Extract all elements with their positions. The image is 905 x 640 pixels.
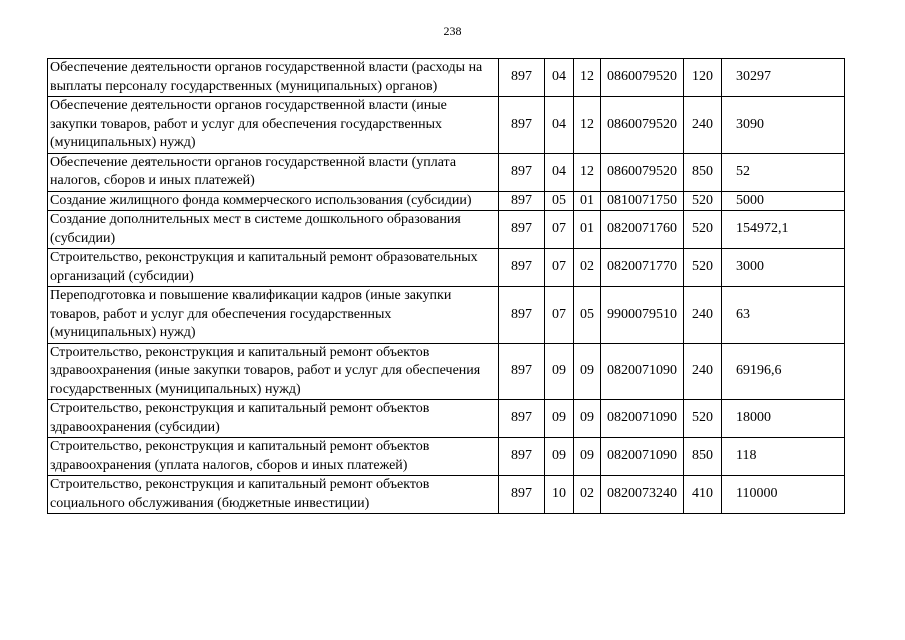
grbs-code-cell: 897 (499, 287, 545, 344)
expense-type-cell: 850 (684, 438, 722, 476)
section-code-cell: 09 (545, 400, 574, 438)
expense-type-cell: 240 (684, 287, 722, 344)
target-article-cell: 0820071090 (601, 343, 684, 400)
grbs-code-cell: 897 (499, 249, 545, 287)
section-code-cell: 04 (545, 97, 574, 154)
subsection-code-cell: 12 (574, 59, 601, 97)
row-name-cell: Строительство, реконструкция и капитальный ремонт объектов здравоохранения (субсидии) (48, 400, 499, 438)
grbs-code-cell: 897 (499, 59, 545, 97)
grbs-code-cell: 897 (499, 153, 545, 191)
row-name-cell: Строительство, реконструкция и капитальный ремонт объектов социального обслуживания (бюджетные инвестиции) (48, 476, 499, 514)
subsection-code-cell: 01 (574, 191, 601, 211)
target-article-cell: 0860079520 (601, 97, 684, 154)
row-name-cell: Создание дополнительных мест в системе дошкольного образования (субсидии) (48, 211, 499, 249)
target-article-cell: 9900079510 (601, 287, 684, 344)
expense-type-cell: 520 (684, 400, 722, 438)
grbs-code-cell: 897 (499, 191, 545, 211)
expense-type-cell: 120 (684, 59, 722, 97)
budget-table (47, 58, 845, 514)
budget-table-body (48, 59, 845, 514)
table-row (48, 59, 845, 97)
row-name-cell: Обеспечение деятельности органов государственной власти (уплата налогов, сборов и иных платежей) (48, 153, 499, 191)
row-name-cell: Обеспечение деятельности органов государственной власти (иные закупки товаров, работ и услуг для обеспечения государственных (муниципальных) нужд) (48, 97, 499, 154)
section-code-cell: 09 (545, 343, 574, 400)
table-row (48, 343, 845, 400)
subsection-code-cell: 09 (574, 438, 601, 476)
target-article-cell: 0810071750 (601, 191, 684, 211)
amount-cell: 69196,6 (722, 343, 845, 400)
expense-type-cell: 520 (684, 211, 722, 249)
table-row (48, 153, 845, 191)
target-article-cell: 0820073240 (601, 476, 684, 514)
section-code-cell: 04 (545, 59, 574, 97)
row-name-cell: Переподготовка и повышение квалификации кадров (иные закупки товаров, работ и услуг для обеспечения государственных (муниципальных) нужд) (48, 287, 499, 344)
subsection-code-cell: 09 (574, 400, 601, 438)
amount-cell: 63 (722, 287, 845, 344)
table-row (48, 287, 845, 344)
row-name-cell: Создание жилищного фонда коммерческого использования (субсидии) (48, 191, 499, 211)
page-number: 238 (443, 24, 462, 38)
expense-type-cell: 410 (684, 476, 722, 514)
row-name-cell: Строительство, реконструкция и капитальный ремонт объектов здравоохранения (уплата налогов, сборов и иных платежей) (48, 438, 499, 476)
grbs-code-cell: 897 (499, 343, 545, 400)
section-code-cell: 04 (545, 153, 574, 191)
grbs-code-cell: 897 (499, 400, 545, 438)
section-code-cell: 07 (545, 211, 574, 249)
section-code-cell: 09 (545, 438, 574, 476)
expense-type-cell: 520 (684, 249, 722, 287)
amount-cell: 30297 (722, 59, 845, 97)
section-code-cell: 07 (545, 287, 574, 344)
amount-cell: 154972,1 (722, 211, 845, 249)
table-row (48, 400, 845, 438)
target-article-cell: 0860079520 (601, 59, 684, 97)
subsection-code-cell: 01 (574, 211, 601, 249)
grbs-code-cell: 897 (499, 97, 545, 154)
amount-cell: 52 (722, 153, 845, 191)
table-row (48, 476, 845, 514)
grbs-code-cell: 897 (499, 438, 545, 476)
amount-cell: 3090 (722, 97, 845, 154)
amount-cell: 118 (722, 438, 845, 476)
target-article-cell: 0820071770 (601, 249, 684, 287)
row-name-cell: Строительство, реконструкция и капитальный ремонт объектов здравоохранения (иные закупки товаров, работ и услуг для обеспечения государственных (муниципальных) нужд) (48, 343, 499, 400)
subsection-code-cell: 02 (574, 249, 601, 287)
row-name-cell: Обеспечение деятельности органов государственной власти (расходы на выплаты персоналу государственных (муниципальных) органов) (48, 59, 499, 97)
expense-type-cell: 240 (684, 343, 722, 400)
grbs-code-cell: 897 (499, 211, 545, 249)
amount-cell: 3000 (722, 249, 845, 287)
target-article-cell: 0820071090 (601, 438, 684, 476)
subsection-code-cell: 12 (574, 153, 601, 191)
expense-type-cell: 520 (684, 191, 722, 211)
subsection-code-cell: 12 (574, 97, 601, 154)
section-code-cell: 10 (545, 476, 574, 514)
grbs-code-cell: 897 (499, 476, 545, 514)
subsection-code-cell: 09 (574, 343, 601, 400)
section-code-cell: 05 (545, 191, 574, 211)
table-row (48, 97, 845, 154)
table-row (48, 191, 845, 211)
section-code-cell: 07 (545, 249, 574, 287)
target-article-cell: 0820071760 (601, 211, 684, 249)
subsection-code-cell: 05 (574, 287, 601, 344)
row-name-cell: Строительство, реконструкция и капитальный ремонт образовательных организаций (субсидии) (48, 249, 499, 287)
amount-cell: 5000 (722, 191, 845, 211)
target-article-cell: 0860079520 (601, 153, 684, 191)
expense-type-cell: 850 (684, 153, 722, 191)
table-row (48, 438, 845, 476)
target-article-cell: 0820071090 (601, 400, 684, 438)
table-row (48, 211, 845, 249)
amount-cell: 18000 (722, 400, 845, 438)
table-row (48, 249, 845, 287)
subsection-code-cell: 02 (574, 476, 601, 514)
expense-type-cell: 240 (684, 97, 722, 154)
amount-cell: 110000 (722, 476, 845, 514)
